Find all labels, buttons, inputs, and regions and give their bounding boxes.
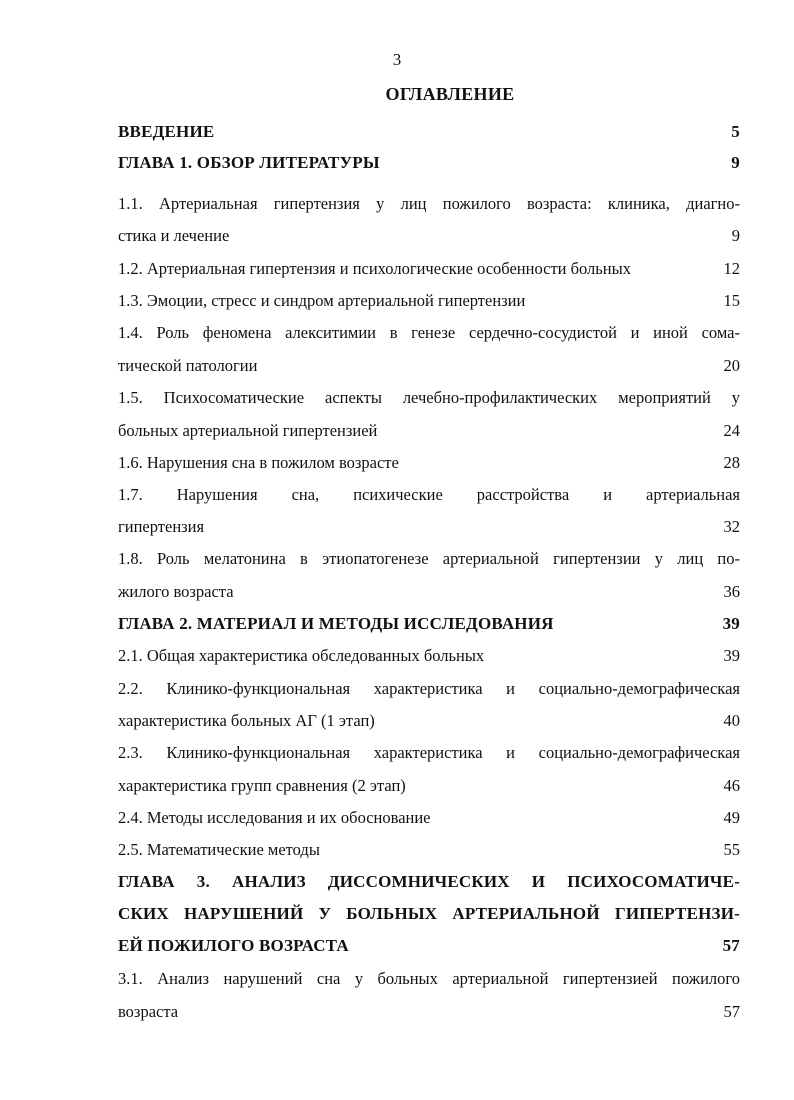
section-line — [118, 517, 740, 537]
toc-entry-text: стика и лечение — [118, 226, 230, 245]
toc-page-number: 15 — [723, 291, 740, 310]
section-line — [118, 388, 740, 408]
toc-entry-text: ГЛАВА 3. АНАЛИЗ ДИССОМНИЧЕСКИХ И ПСИХОСОМАТИЧЕ- — [118, 872, 740, 891]
toc-entry-text: 1.2. Артериальная гипертензия и психологические особенности больных — [118, 259, 631, 278]
toc-entry-text: 1.6. Нарушения сна в пожилом возрасте — [118, 453, 399, 472]
toc-entry-text: ГЛАВА 2. МАТЕРИАЛ И МЕТОДЫ ИССЛЕДОВАНИЯ — [118, 614, 554, 633]
toc-entry-text: 1.3. Эмоции, стресс и синдром артериальной гипертензии — [118, 291, 526, 310]
toc-entry-text: 1.8. Роль мелатонина в этиопатогенезе артериальной гипертензии у лиц по- — [118, 549, 740, 568]
toc-entry-text: 1.1. Артериальная гипертензия у лиц пожилого возраста: клиника, диагно- — [118, 194, 740, 213]
toc-entry-text: ГЛАВА 1. ОБЗОР ЛИТЕРАТУРЫ — [118, 153, 380, 172]
section-line — [118, 808, 740, 828]
toc-entry-text: 2.3. Клинико-функциональная характеристика и социально-демографическая — [118, 743, 740, 762]
toc-entry-text: 2.5. Математические методы — [118, 840, 320, 859]
toc-page-number: 39 — [722, 614, 740, 633]
toc-page-number: 39 — [723, 646, 740, 665]
section-line — [118, 646, 740, 666]
section-line — [118, 259, 740, 279]
section-line — [118, 969, 740, 989]
toc-entry-text: характеристика больных АГ (1 этап) — [118, 711, 375, 730]
toc-entry-text: 2.4. Методы исследования и их обоснование — [118, 808, 431, 827]
toc-page-number: 9 — [731, 226, 740, 245]
toc-page-number: 9 — [731, 153, 740, 172]
toc-entry-text: 2.2. Клинико-функциональная характеристика и социально-демографическая — [118, 679, 740, 698]
section-line — [118, 1002, 740, 1022]
toc-entry-text: 1.7. Нарушения сна, психические расстройства и артериальная — [118, 485, 740, 504]
page-number: 3 — [392, 50, 402, 69]
toc-page-number: 55 — [723, 840, 740, 859]
section-line — [118, 743, 740, 763]
toc-entry-text: 1.4. Роль феномена алекситимии в генезе сердечно-сосудистой и иной сома- — [118, 323, 740, 342]
chapter-line — [118, 614, 740, 634]
section-line — [118, 323, 740, 343]
toc-page-number: 20 — [723, 356, 740, 375]
toc-page-number: 12 — [723, 259, 740, 278]
toc-page-number: 57 — [723, 1002, 740, 1021]
chapter-line — [118, 904, 740, 924]
toc-entry-text: СКИХ НАРУШЕНИЙ У БОЛЬНЫХ АРТЕРИАЛЬНОЙ ГИПЕРТЕНЗИ- — [118, 904, 740, 923]
toc-entry-text: жилого возраста — [118, 582, 234, 601]
toc-page-number: 5 — [731, 122, 740, 141]
toc-page-number: 32 — [723, 517, 740, 536]
chapter-line — [118, 936, 740, 956]
section-line — [118, 776, 740, 796]
toc-entry-text: 3.1. Анализ нарушений сна у больных артериальной гипертензией пожилого — [118, 969, 740, 988]
section-line — [118, 485, 740, 505]
toc-page-number: 24 — [723, 421, 740, 440]
toc-page-number: 57 — [722, 936, 740, 955]
section-line — [118, 840, 740, 860]
chapter-line — [118, 872, 740, 892]
section-line — [118, 356, 740, 376]
toc-page-number: 40 — [723, 711, 740, 730]
chapter-line — [118, 122, 740, 142]
toc-entry-text: тической патологии — [118, 356, 258, 375]
section-line — [118, 194, 740, 214]
toc-page-number: 46 — [723, 776, 740, 795]
toc-title: ОГЛАВЛЕНИЕ — [385, 84, 515, 104]
toc-entry-text: 2.1. Общая характеристика обследованных больных — [118, 646, 485, 665]
toc-entry-text: гипертензия — [118, 517, 205, 536]
chapter-line — [118, 153, 740, 173]
section-line — [118, 711, 740, 731]
section-line — [118, 291, 740, 311]
section-line — [118, 679, 740, 699]
toc-page-number: 49 — [723, 808, 740, 827]
toc-entry-text: возраста — [118, 1002, 179, 1021]
section-line — [118, 226, 740, 246]
toc-entry-text: 1.5. Психосоматические аспекты лечебно-профилактических мероприятий у — [118, 388, 740, 407]
section-line — [118, 549, 740, 569]
toc-entry-text: ВВЕДЕНИЕ — [118, 122, 215, 141]
toc-entry-text: ЕЙ ПОЖИЛОГО ВОЗРАСТА — [118, 936, 349, 955]
toc-entry-text: больных артериальной гипертензией — [118, 421, 378, 440]
section-line — [118, 453, 740, 473]
section-line — [118, 421, 740, 441]
section-line — [118, 582, 740, 602]
toc-page-number: 36 — [723, 582, 740, 601]
toc-entry-text: характеристика групп сравнения (2 этап) — [118, 776, 406, 795]
toc-page-number: 28 — [723, 453, 740, 472]
